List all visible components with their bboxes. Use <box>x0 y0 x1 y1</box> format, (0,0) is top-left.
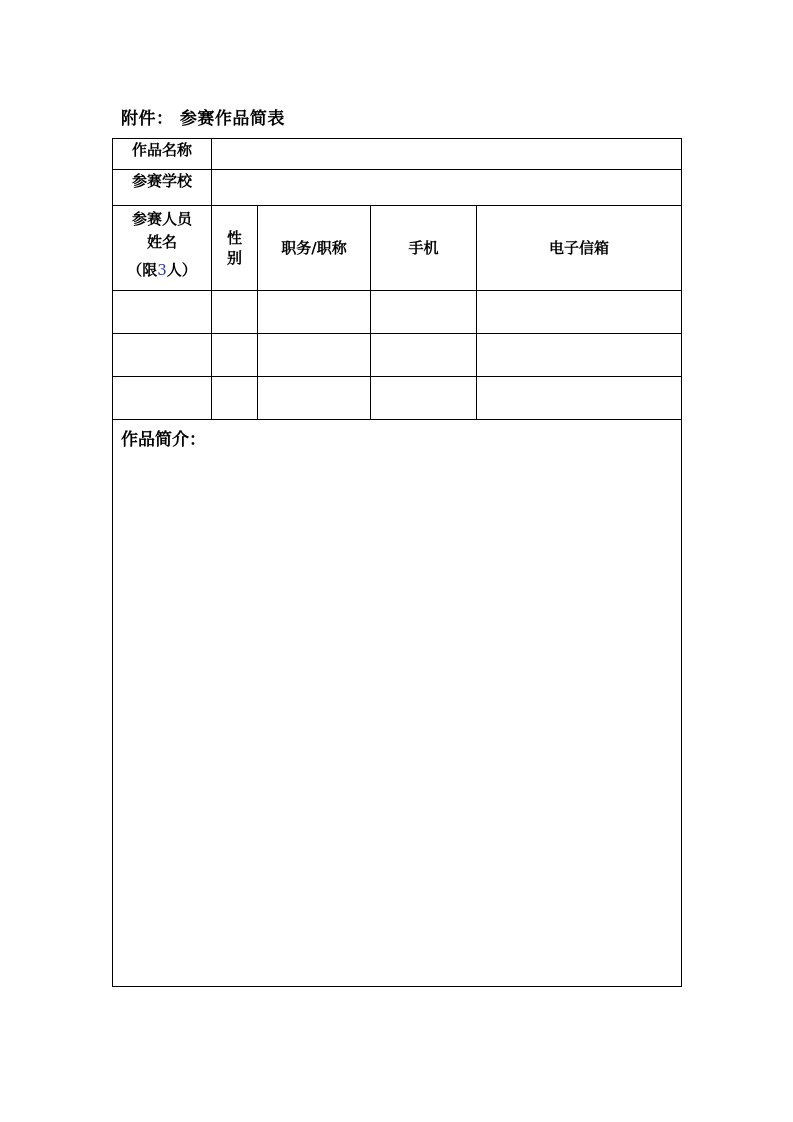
intro-field[interactable] <box>113 420 682 987</box>
member-limit-suffix: 人） <box>166 261 197 279</box>
member-email-field[interactable] <box>477 291 682 334</box>
position-header: 职务/职称 <box>258 206 371 291</box>
gender-header <box>212 206 258 291</box>
member-limit-prefix: （限 <box>127 261 158 279</box>
member-phone-field[interactable] <box>371 377 477 420</box>
member-gender-field[interactable] <box>212 334 258 377</box>
school-label: 参赛学校 <box>113 170 212 206</box>
member-phone-field[interactable] <box>371 291 477 334</box>
member-position-field[interactable] <box>258 291 371 334</box>
member-name-header <box>113 206 212 291</box>
gender-header-line1: 性 <box>226 229 242 247</box>
member-gender-field[interactable] <box>212 377 258 420</box>
work-name-row <box>113 139 682 170</box>
gender-header-line2: 别 <box>226 249 242 267</box>
intro-row <box>113 420 682 987</box>
member-row <box>113 291 682 334</box>
member-position-field[interactable] <box>258 334 371 377</box>
intro-label: 作品简介： <box>121 430 206 450</box>
phone-header: 手机 <box>371 206 477 291</box>
school-field[interactable] <box>212 170 682 206</box>
entry-form-table <box>112 138 682 987</box>
member-name-field[interactable] <box>113 334 212 377</box>
members-header-row <box>113 206 682 291</box>
member-gender-field[interactable] <box>212 291 258 334</box>
member-position-field[interactable] <box>258 377 371 420</box>
work-name-field[interactable] <box>212 139 682 170</box>
member-row <box>113 334 682 377</box>
member-email-field[interactable] <box>477 334 682 377</box>
member-name-field[interactable] <box>113 291 212 334</box>
member-limit-number: 3 <box>157 261 167 279</box>
member-name-field[interactable] <box>113 377 212 420</box>
member-email-field[interactable] <box>477 377 682 420</box>
email-header: 电子信箱 <box>477 206 682 291</box>
member-row <box>113 377 682 420</box>
member-name-header-line2: 姓名 <box>146 233 177 251</box>
work-name-label: 作品名称 <box>113 139 212 170</box>
member-limit-note <box>113 259 211 282</box>
document-title: 附件： 参赛作品简表 <box>121 109 285 129</box>
member-name-header-line1: 参赛人员 <box>131 210 192 228</box>
member-phone-field[interactable] <box>371 334 477 377</box>
school-row <box>113 170 682 206</box>
